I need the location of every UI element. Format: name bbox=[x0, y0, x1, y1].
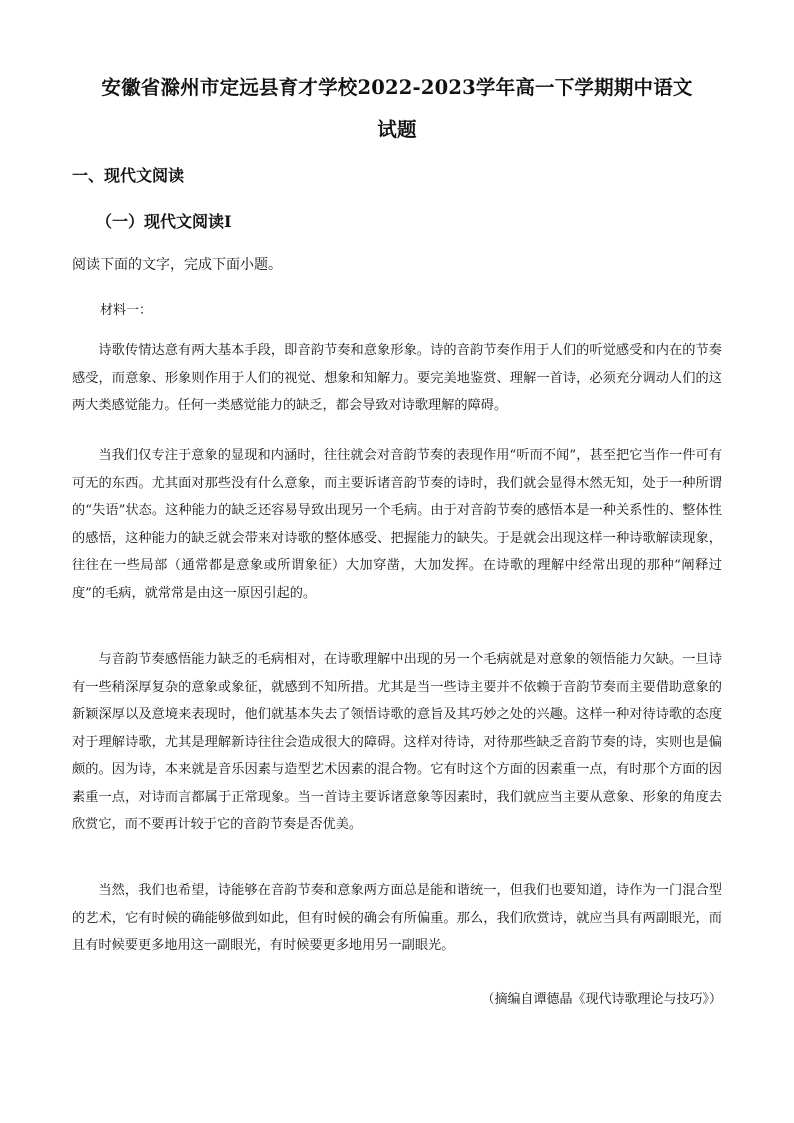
source-citation: （摘编自谭德晶《现代诗歌理论与技巧》） bbox=[481, 992, 722, 1007]
paragraph-1: 诗歌传情达意有两大基本手段，即音韵节奏和意象形象。诗的音韵节奏作用于人们的听觉感受和内在的节奏感受，而意象、形象则作用于人们的视觉、想象和知解力。要完美地鉴赏、理解一首诗，必须充分调动人们的这两大类感觉能力。任何一类感觉能力的缺乏，都会导致对诗歌理解的障碍。 bbox=[72, 343, 722, 413]
paragraph-2: 当我们仅专注于意象的显现和内涵时，往往就会对音韵节奏的表现作用“听而不闻”，甚至把它当作一件可有可无的东西。尤其面对那些没有什么意象，而主要诉诸音韵节奏的诗时，我们就会显得木然无知，处于一种所谓的“失语”状态。这种能力的缺乏还容易导致出现另一个毛病。由于对音韵节奏的感悟本是一种关系性的、整体性的感悟，这种能力的缺乏就会带来对诗歌的整体感受、把握能力的缺失。于是就会出现这样一种诗歌解读现象，往往在一些局部（通常都是意象或所谓象征）大加穿凿，大加发挥。在诗歌的理解中经常出现的那种“阐释过度”的毛病，就常常是由这一原因引起的。 bbox=[72, 448, 722, 601]
reading-instruction: 阅读下面的文字，完成下面小题。 bbox=[72, 257, 282, 273]
paragraph-3: 与音韵节奏感悟能力缺乏的毛病相对，在诗歌理解中出现的另一个毛病就是对意象的领悟能力欠缺。一旦诗有一些稍深厚复杂的意象或象征，就感到不知所措。尤其是当一些诗主要并不依赖于音韵节奏而主要借助意象的新颖深厚以及意境来表现时，他们就基本失去了领悟诗歌的意旨及其巧妙之处的兴趣。这样一种对待诗歌的态度对于理解诗歌，尤其是理解新诗往往会造成很大的障碍。这样对待诗，对待那些缺乏音韵节奏的诗，实则也是偏颇的。因为诗，本来就是音乐因素与造型艺术因素的混合物。它有时这个方面的因素重一点，有时那个方面的因素重一点，对诗而言都属于正常现象。当一首诗主要诉诸意象等因素时，我们就应当主要从意象、形象的角度去欣赏它，而不要再计较于它的音韵节奏是否优美。 bbox=[72, 652, 722, 832]
section-heading-modern-reading: 一、现代文阅读 bbox=[72, 166, 185, 185]
subsection-heading-reading-1: （一）现代文阅读Ⅰ bbox=[96, 212, 232, 231]
document-title-line2: 试题 bbox=[377, 118, 417, 141]
paragraph-4: 当然，我们也希望，诗能够在音韵节奏和意象两方面总是能和谐统一，但我们也要知道，诗作为一门混合型的艺术，它有时候的确能够做到如此，但有时候的确会有所偏重。那么，我们欣赏诗，就应当具有两副眼光，而且有时候要更多地用这一副眼光，有时候要更多地用另一副眼光。 bbox=[72, 883, 722, 953]
document-title-line1: 安徽省滁州市定远县育才学校2022-2023学年高一下学期期中语文 bbox=[101, 76, 693, 99]
material-label: 材料一： bbox=[100, 303, 153, 318]
